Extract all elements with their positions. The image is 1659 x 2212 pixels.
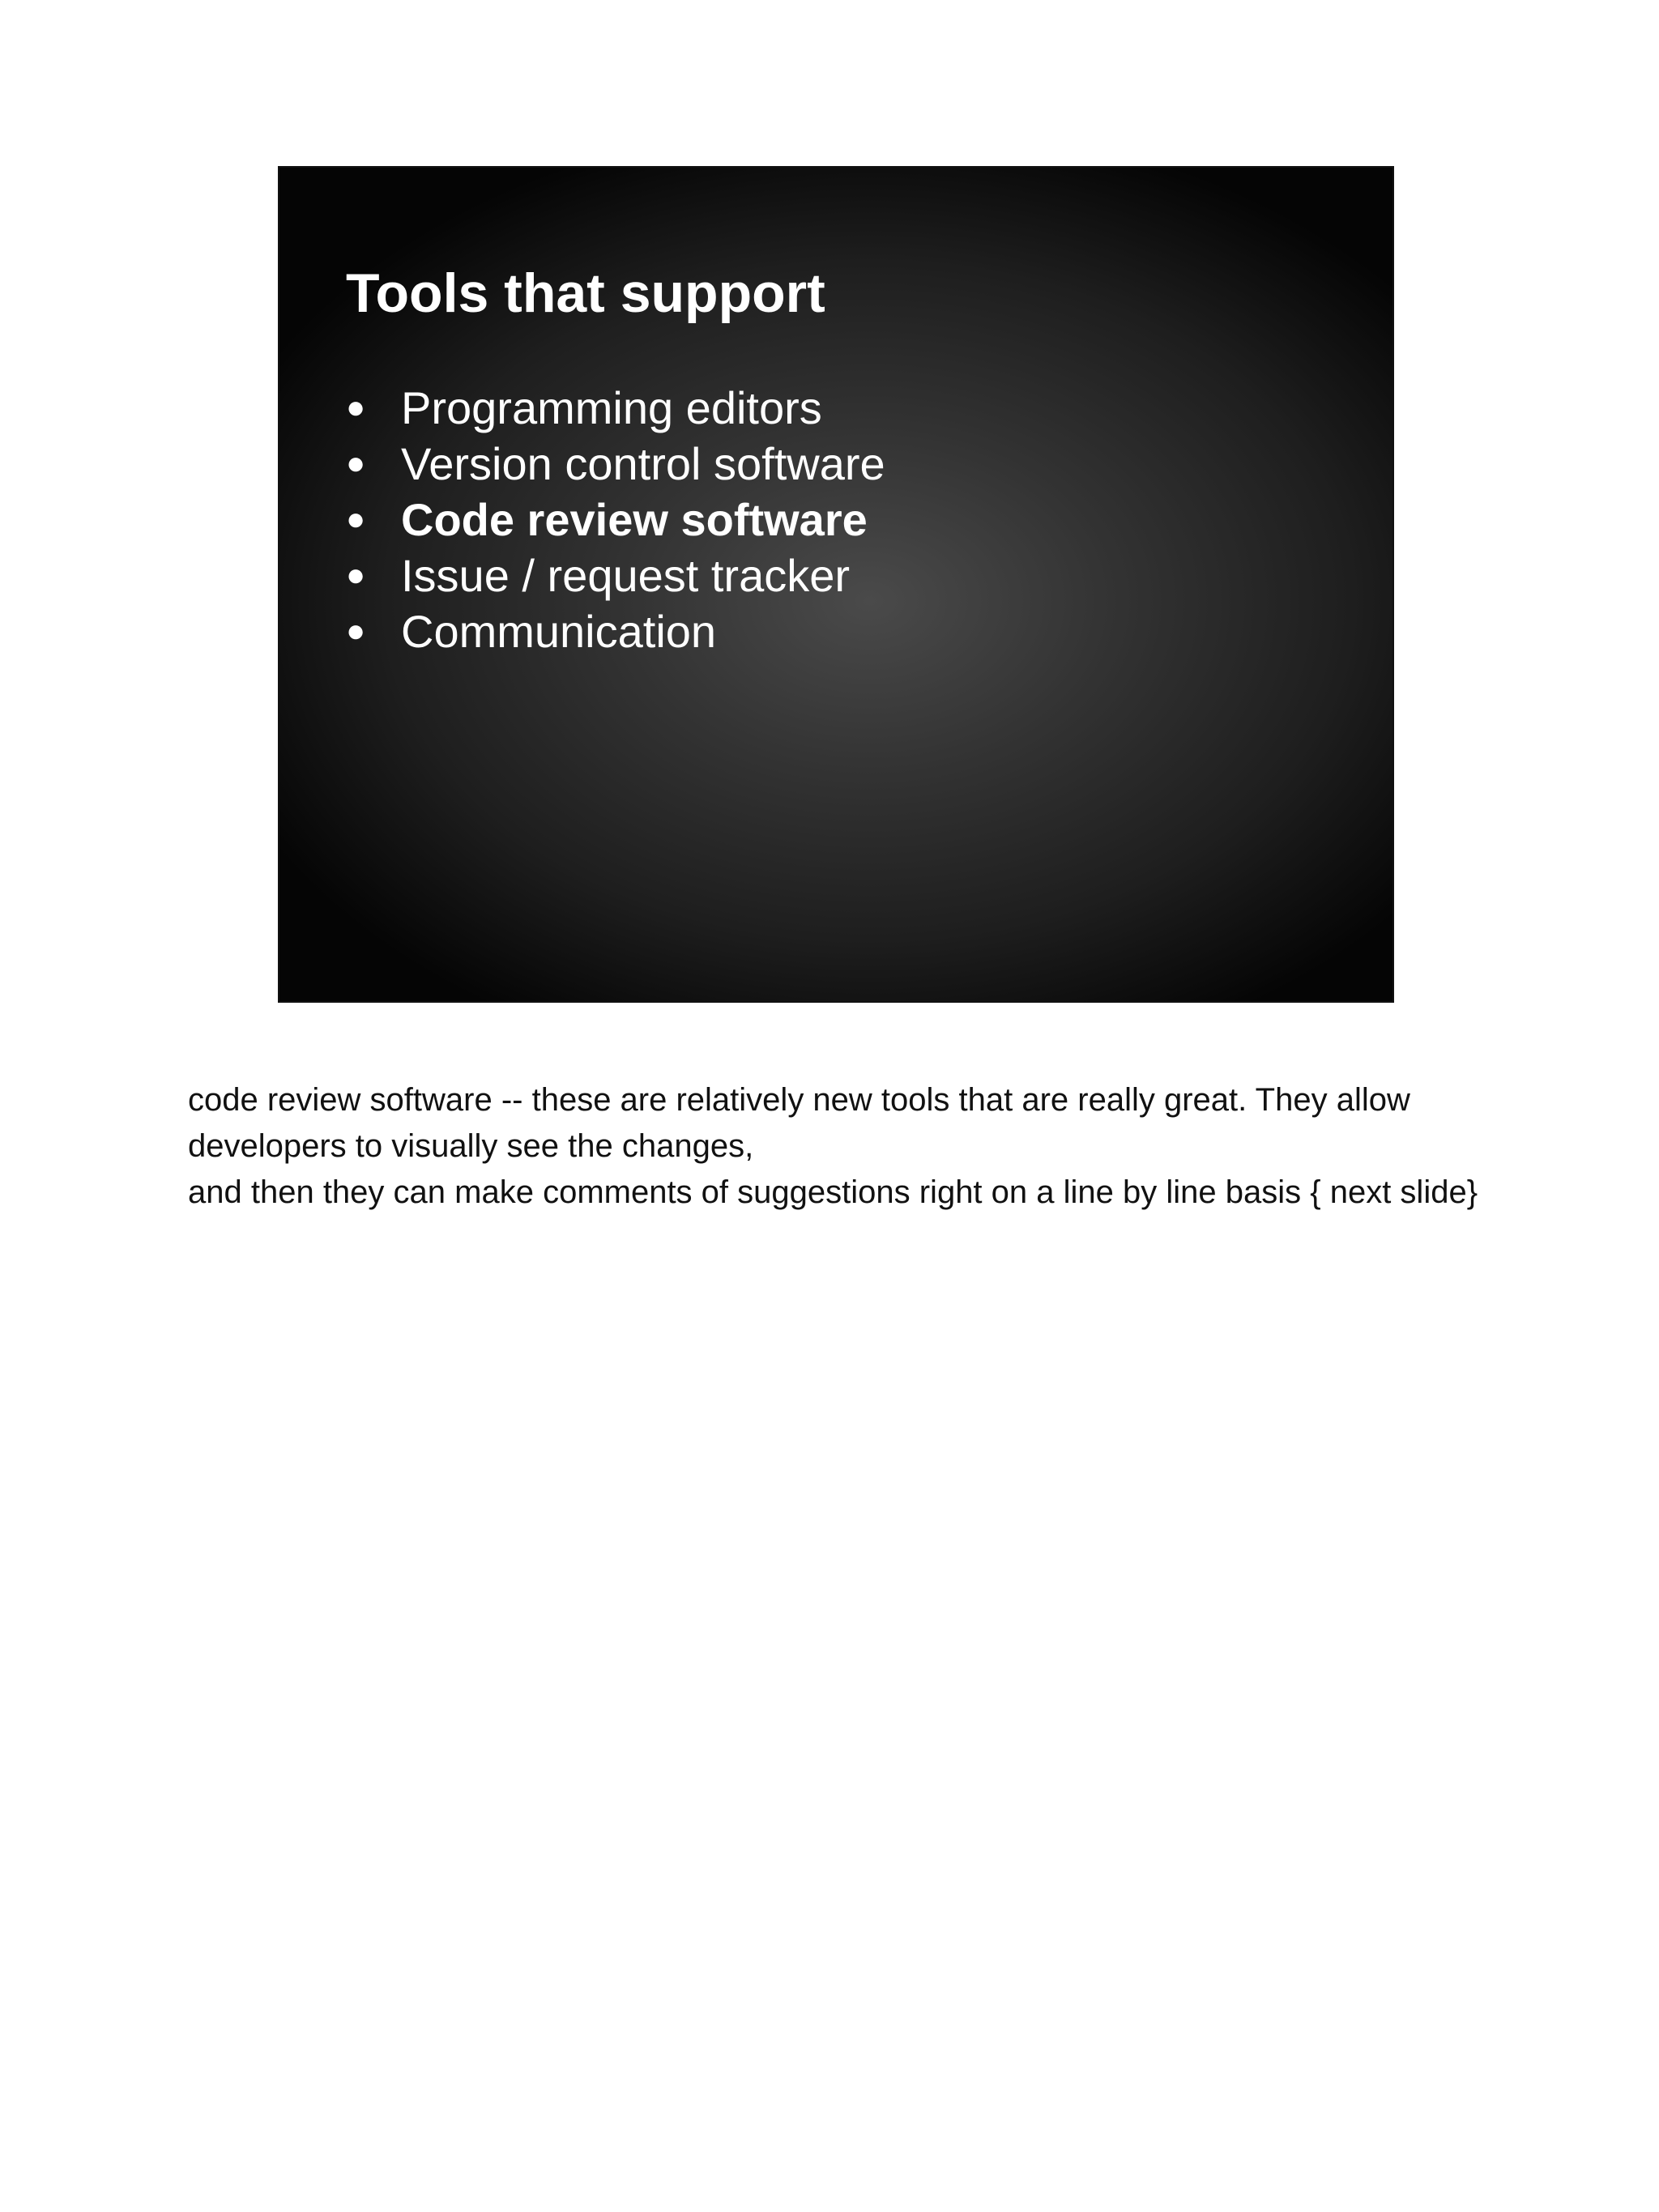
bullet-icon: ● <box>346 445 366 481</box>
speaker-notes <box>188 1077 1484 1216</box>
bullet-text: Programming editors <box>401 382 822 433</box>
slide-title: Tools that support <box>346 262 825 324</box>
bullet-item <box>346 548 885 603</box>
bullet-item <box>346 436 885 492</box>
bullet-icon: ● <box>346 557 366 593</box>
bullet-text: Issue / request tracker <box>401 550 851 601</box>
bullet-icon: ● <box>346 501 366 537</box>
bullet-item-emphasized <box>346 492 885 548</box>
slide <box>278 166 1394 1003</box>
bullet-icon: ● <box>346 613 366 649</box>
bullet-text: Version control software <box>401 438 885 489</box>
bullet-text: Code review software <box>401 494 868 545</box>
bullet-item <box>346 603 885 659</box>
bullet-text: Communication <box>401 606 717 657</box>
notes-paragraph: code review software -- these are relatively new tools that are really great. They allow developers to visually see the changes, <box>188 1082 1410 1164</box>
bullet-icon: ● <box>346 390 366 425</box>
bullet-list <box>346 380 885 659</box>
notes-paragraph: and then they can make comments of suggestions right on a line by line basis { next slide} <box>188 1174 1478 1210</box>
bullet-item <box>346 380 885 436</box>
